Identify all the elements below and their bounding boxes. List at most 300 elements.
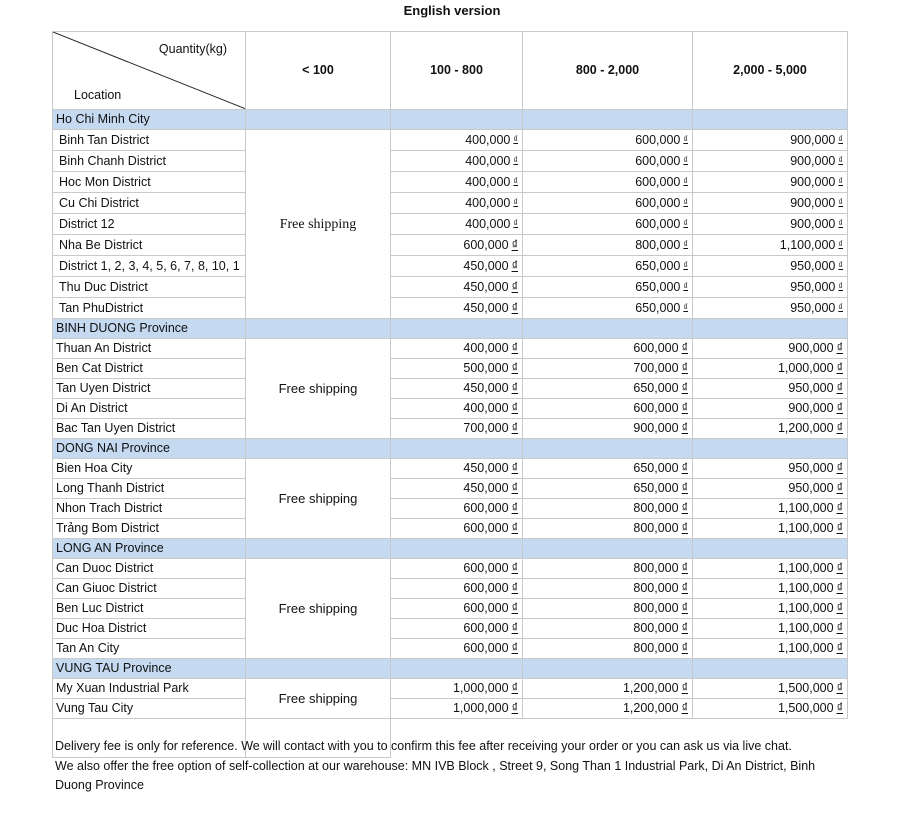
location-cell: Bac Tan Uyen District <box>53 419 246 439</box>
price-cell <box>391 519 523 539</box>
price-cell <box>693 419 848 439</box>
price-cell <box>523 399 693 419</box>
price-cell <box>391 379 523 399</box>
price-cell <box>523 193 693 214</box>
table-row <box>53 419 848 439</box>
price-cell <box>391 193 523 214</box>
currency-symbol: ₫ <box>836 561 843 575</box>
price-cell <box>391 699 523 719</box>
table-row <box>53 359 848 379</box>
price-value: 650,000 <box>633 481 679 495</box>
currency-symbol: ₫ <box>511 701 518 715</box>
currency-symbol: ₫ <box>511 461 518 475</box>
currency-symbol: ₫ <box>681 601 688 615</box>
currency-symbol: ₫ <box>511 501 518 515</box>
table-row <box>53 619 848 639</box>
table-row <box>53 699 848 719</box>
note-self-collection: We also offer the free option of self-collection at our warehouse: MN IVB Block , Street 9, Song Than 1 Industrial Park, Di An District, Binh Duong Province <box>55 758 816 792</box>
price-value: 1,100,000 <box>777 561 834 575</box>
price-value: 1,100,000 <box>779 238 836 252</box>
price-cell <box>693 579 848 599</box>
price-cell <box>693 172 848 193</box>
currency-symbol: ₫ <box>838 134 843 144</box>
price-cell <box>391 298 523 319</box>
region-filler-cell <box>523 439 693 459</box>
price-value: 1,100,000 <box>777 501 834 515</box>
price-value: 900,000 <box>790 217 836 231</box>
region-filler-cell <box>391 439 523 459</box>
currency-symbol: ₫ <box>681 341 688 355</box>
price-value: 950,000 <box>788 381 834 395</box>
region-filler-cell <box>391 319 523 339</box>
location-cell: Can Giuoc District <box>53 579 246 599</box>
table-row <box>53 277 848 298</box>
region-filler-cell <box>391 659 523 679</box>
price-value: 450,000 <box>463 381 509 395</box>
free-shipping-cell: Free shipping <box>246 459 391 539</box>
price-cell <box>693 151 848 172</box>
price-value: 650,000 <box>633 461 679 475</box>
currency-symbol: ₫ <box>681 401 688 415</box>
price-value: 600,000 <box>633 341 679 355</box>
currency-symbol: ₫ <box>511 237 518 252</box>
price-cell <box>693 214 848 235</box>
price-value: 400,000 <box>465 196 511 210</box>
price-value: 700,000 <box>463 421 509 435</box>
price-cell <box>523 679 693 699</box>
currency-symbol: ₫ <box>681 461 688 475</box>
price-cell <box>523 298 693 319</box>
currency-symbol: ₫ <box>681 481 688 495</box>
currency-symbol: ₫ <box>838 155 843 165</box>
price-value: 1,100,000 <box>777 581 834 595</box>
price-cell <box>391 499 523 519</box>
region-name: BINH DUONG Province <box>53 319 246 339</box>
table-row <box>53 559 848 579</box>
currency-symbol: ₫ <box>681 641 688 655</box>
location-cell: Can Duoc District <box>53 559 246 579</box>
price-cell <box>523 459 693 479</box>
location-cell: Thu Duc District <box>53 277 246 298</box>
region-filler-cell <box>523 659 693 679</box>
price-value: 900,000 <box>790 196 836 210</box>
price-value: 600,000 <box>463 581 509 595</box>
currency-symbol: ₫ <box>511 300 518 315</box>
price-value: 1,200,000 <box>622 701 679 715</box>
location-label: Location <box>74 88 122 102</box>
price-value: 1,200,000 <box>777 421 834 435</box>
price-cell <box>693 399 848 419</box>
price-cell <box>693 679 848 699</box>
currency-symbol: ₫ <box>683 134 688 144</box>
price-value: 600,000 <box>635 196 681 210</box>
region-row <box>53 110 848 130</box>
free-shipping-cell: Free shipping <box>246 679 391 719</box>
price-value: 450,000 <box>463 461 509 475</box>
table-row <box>53 459 848 479</box>
price-cell <box>523 359 693 379</box>
price-cell <box>391 459 523 479</box>
page-title: English version <box>403 3 501 18</box>
currency-symbol: ₫ <box>836 521 843 535</box>
table-row <box>53 339 848 359</box>
price-value: 1,000,000 <box>452 701 509 715</box>
location-cell: District 1, 2, 3, 4, 5, 6, 7, 8, 10, 1 <box>53 256 246 277</box>
table-body <box>53 110 848 758</box>
currency-symbol: ₫ <box>511 361 518 375</box>
region-row <box>53 539 848 559</box>
currency-symbol: ₫ <box>836 701 843 715</box>
table-row <box>53 499 848 519</box>
currency-symbol: ₫ <box>513 155 518 165</box>
table-row <box>53 579 848 599</box>
price-cell <box>693 193 848 214</box>
region-filler-cell <box>391 539 523 559</box>
price-value: 600,000 <box>463 237 509 252</box>
currency-symbol: ₫ <box>681 421 688 435</box>
currency-symbol: ₫ <box>836 621 843 635</box>
currency-symbol: ₫ <box>836 601 843 615</box>
location-cell: Long Thanh District <box>53 479 246 499</box>
currency-symbol: ₫ <box>838 239 843 249</box>
price-cell <box>523 519 693 539</box>
currency-symbol: ₫ <box>683 302 688 312</box>
currency-symbol: ₫ <box>511 421 518 435</box>
region-filler-cell <box>693 539 848 559</box>
location-cell: Nha Be District <box>53 235 246 256</box>
currency-symbol: ₫ <box>511 621 518 635</box>
currency-symbol: ₫ <box>511 401 518 415</box>
currency-symbol: ₫ <box>836 581 843 595</box>
price-value: 450,000 <box>463 300 509 315</box>
price-cell <box>391 235 523 256</box>
price-value: 950,000 <box>790 301 836 315</box>
table-row <box>53 679 848 699</box>
price-cell <box>523 151 693 172</box>
region-row <box>53 319 848 339</box>
location-cell: Binh Tan District <box>53 130 246 151</box>
price-cell <box>523 559 693 579</box>
price-cell <box>523 599 693 619</box>
currency-symbol: ₫ <box>513 197 518 207</box>
region-filler-cell <box>246 110 391 130</box>
currency-symbol: ₫ <box>683 281 688 291</box>
currency-symbol: ₫ <box>681 701 688 715</box>
table-row <box>53 599 848 619</box>
region-filler-cell <box>246 319 391 339</box>
table-row <box>53 519 848 539</box>
price-cell <box>391 359 523 379</box>
currency-symbol: ₫ <box>683 176 688 186</box>
price-value: 450,000 <box>463 258 509 273</box>
region-filler-cell <box>246 659 391 679</box>
price-value: 1,100,000 <box>777 601 834 615</box>
currency-symbol: ₫ <box>681 581 688 595</box>
price-value: 400,000 <box>465 175 511 189</box>
region-row <box>53 659 848 679</box>
currency-symbol: ₫ <box>511 581 518 595</box>
location-cell: Trảng Bom District <box>53 519 246 539</box>
table-row <box>53 256 848 277</box>
currency-symbol: ₫ <box>683 218 688 228</box>
currency-symbol: ₫ <box>836 501 843 515</box>
region-name: LONG AN Province <box>53 539 246 559</box>
price-value: 450,000 <box>463 481 509 495</box>
price-value: 600,000 <box>635 175 681 189</box>
price-value: 600,000 <box>463 561 509 575</box>
price-cell <box>523 172 693 193</box>
currency-symbol: ₫ <box>836 421 843 435</box>
price-value: 600,000 <box>463 521 509 535</box>
currency-symbol: ₫ <box>836 641 843 655</box>
location-cell: Binh Chanh District <box>53 151 246 172</box>
price-cell <box>523 639 693 659</box>
price-value: 650,000 <box>633 381 679 395</box>
price-cell <box>693 599 848 619</box>
price-cell <box>391 277 523 298</box>
currency-symbol: ₫ <box>683 197 688 207</box>
quantity-label: Quantity(kg) <box>158 42 227 56</box>
currency-symbol: ₫ <box>836 361 843 375</box>
currency-symbol: ₫ <box>838 260 843 270</box>
location-cell: Nhon Trach District <box>53 499 246 519</box>
free-shipping-cell: Free shipping <box>246 559 391 659</box>
location-cell: Duc Hoa District <box>53 619 246 639</box>
location-cell: Cu Chi District <box>53 193 246 214</box>
notes <box>55 737 845 796</box>
price-value: 900,000 <box>790 154 836 168</box>
price-cell <box>693 379 848 399</box>
column-header: 100 - 800 <box>391 32 523 110</box>
price-value: 900,000 <box>790 133 836 147</box>
price-value: 800,000 <box>633 601 679 615</box>
price-value: 900,000 <box>788 341 834 355</box>
currency-symbol: ₫ <box>836 481 843 495</box>
price-cell <box>523 256 693 277</box>
location-cell: Tan An City <box>53 639 246 659</box>
location-cell: Hoc Mon District <box>53 172 246 193</box>
table-row <box>53 193 848 214</box>
price-value: 600,000 <box>633 401 679 415</box>
currency-symbol: ₫ <box>511 681 518 695</box>
currency-symbol: ₫ <box>681 561 688 575</box>
location-cell: Tan PhuDistrict <box>53 298 246 319</box>
price-value: 600,000 <box>635 133 681 147</box>
location-cell: Ben Cat District <box>53 359 246 379</box>
currency-symbol: ₫ <box>681 621 688 635</box>
location-cell: Vung Tau City <box>53 699 246 719</box>
table-row <box>53 639 848 659</box>
price-value: 650,000 <box>635 259 681 273</box>
currency-symbol: ₫ <box>681 501 688 515</box>
currency-symbol: ₫ <box>683 155 688 165</box>
price-cell <box>693 699 848 719</box>
table-row <box>53 399 848 419</box>
price-cell <box>693 256 848 277</box>
price-cell <box>391 256 523 277</box>
location-cell: Tan Uyen District <box>53 379 246 399</box>
region-filler-cell <box>693 439 848 459</box>
currency-symbol: ₫ <box>683 239 688 249</box>
free-shipping-cell: Free shipping <box>246 339 391 439</box>
price-cell <box>693 359 848 379</box>
price-value: 900,000 <box>788 401 834 415</box>
region-name: Ho Chi Minh City <box>53 110 246 130</box>
currency-symbol: ₫ <box>511 601 518 615</box>
table-row <box>53 479 848 499</box>
region-name: DONG NAI Province <box>53 439 246 459</box>
currency-symbol: ₫ <box>836 461 843 475</box>
price-value: 800,000 <box>633 621 679 635</box>
price-cell <box>391 172 523 193</box>
region-filler-cell <box>693 319 848 339</box>
diagonal-header-cell <box>53 32 246 110</box>
currency-symbol: ₫ <box>836 341 843 355</box>
table-row <box>53 235 848 256</box>
price-value: 600,000 <box>463 641 509 655</box>
price-value: 400,000 <box>465 217 511 231</box>
currency-symbol: ₫ <box>838 281 843 291</box>
currency-symbol: ₫ <box>681 381 688 395</box>
price-cell <box>523 379 693 399</box>
price-value: 1,100,000 <box>777 621 834 635</box>
table-row <box>53 130 848 151</box>
free-shipping-cell: Free shipping <box>246 130 391 319</box>
price-cell <box>693 235 848 256</box>
price-value: 1,200,000 <box>622 681 679 695</box>
price-value: 950,000 <box>788 481 834 495</box>
currency-symbol: ₫ <box>511 258 518 273</box>
currency-symbol: ₫ <box>838 176 843 186</box>
currency-symbol: ₫ <box>838 218 843 228</box>
currency-symbol: ₫ <box>838 197 843 207</box>
location-cell: Bien Hoa City <box>53 459 246 479</box>
currency-symbol: ₫ <box>836 401 843 415</box>
price-value: 800,000 <box>633 581 679 595</box>
price-value: 1,100,000 <box>777 521 834 535</box>
price-value: 950,000 <box>790 280 836 294</box>
price-value: 400,000 <box>465 133 511 147</box>
price-value: 600,000 <box>463 621 509 635</box>
region-filler-cell <box>523 539 693 559</box>
price-cell <box>693 130 848 151</box>
price-value: 800,000 <box>633 641 679 655</box>
price-value: 400,000 <box>465 154 511 168</box>
currency-symbol: ₫ <box>838 302 843 312</box>
price-value: 900,000 <box>790 175 836 189</box>
price-cell <box>693 559 848 579</box>
price-cell <box>693 639 848 659</box>
location-cell: District 12 <box>53 214 246 235</box>
price-cell <box>391 479 523 499</box>
price-cell <box>693 519 848 539</box>
price-cell <box>523 339 693 359</box>
note-reference: Delivery fee is only for reference. We will contact with you to confirm this fee after receiving your order or you can ask us via live chat. <box>55 739 792 753</box>
price-value: 600,000 <box>635 217 681 231</box>
price-cell <box>693 619 848 639</box>
column-header: < 100 <box>246 32 391 110</box>
price-value: 1,500,000 <box>777 701 834 715</box>
currency-symbol: ₫ <box>513 218 518 228</box>
location-cell: My Xuan Industrial Park <box>53 679 246 699</box>
table-row <box>53 172 848 193</box>
price-value: 1,000,000 <box>777 361 834 375</box>
price-cell <box>391 419 523 439</box>
currency-symbol: ₫ <box>511 641 518 655</box>
price-cell <box>523 235 693 256</box>
currency-symbol: ₫ <box>836 381 843 395</box>
price-value: 450,000 <box>463 279 509 294</box>
price-value: 700,000 <box>633 361 679 375</box>
price-cell <box>693 479 848 499</box>
table-row <box>53 151 848 172</box>
currency-symbol: ₫ <box>511 481 518 495</box>
price-value: 400,000 <box>463 401 509 415</box>
price-value: 800,000 <box>633 561 679 575</box>
price-cell <box>391 679 523 699</box>
region-filler-cell <box>693 110 848 130</box>
price-cell <box>391 599 523 619</box>
location-cell: Thuan An District <box>53 339 246 359</box>
table-row <box>53 298 848 319</box>
price-cell <box>693 459 848 479</box>
price-value: 800,000 <box>633 521 679 535</box>
price-value: 600,000 <box>635 154 681 168</box>
price-value: 800,000 <box>635 238 681 252</box>
location-cell: Di An District <box>53 399 246 419</box>
region-filler-cell <box>246 539 391 559</box>
price-cell <box>523 214 693 235</box>
currency-symbol: ₫ <box>511 521 518 535</box>
price-value: 500,000 <box>463 361 509 375</box>
price-cell <box>693 298 848 319</box>
table-row <box>53 214 848 235</box>
currency-symbol: ₫ <box>683 260 688 270</box>
price-cell <box>523 419 693 439</box>
price-value: 1,000,000 <box>452 681 509 695</box>
price-value: 900,000 <box>633 421 679 435</box>
currency-symbol: ₫ <box>681 521 688 535</box>
price-value: 1,500,000 <box>777 681 834 695</box>
currency-symbol: ₫ <box>511 561 518 575</box>
price-value: 650,000 <box>635 301 681 315</box>
price-cell <box>523 579 693 599</box>
currency-symbol: ₫ <box>836 681 843 695</box>
region-filler-cell <box>523 319 693 339</box>
price-cell <box>693 339 848 359</box>
price-value: 1,100,000 <box>777 641 834 655</box>
price-cell <box>523 277 693 298</box>
region-filler-cell <box>246 439 391 459</box>
currency-symbol: ₫ <box>513 176 518 186</box>
price-cell <box>391 339 523 359</box>
price-cell <box>523 479 693 499</box>
currency-symbol: ₫ <box>511 381 518 395</box>
region-row <box>53 439 848 459</box>
price-value: 600,000 <box>463 601 509 615</box>
table-header-row <box>53 32 848 110</box>
price-cell <box>693 499 848 519</box>
currency-symbol: ₫ <box>511 279 518 294</box>
price-cell <box>391 559 523 579</box>
price-cell <box>523 130 693 151</box>
currency-symbol: ₫ <box>681 681 688 695</box>
region-name: VUNG TAU Province <box>53 659 246 679</box>
column-header: 2,000 - 5,000 <box>693 32 848 110</box>
currency-symbol: ₫ <box>681 361 688 375</box>
price-cell <box>523 499 693 519</box>
price-cell <box>391 619 523 639</box>
